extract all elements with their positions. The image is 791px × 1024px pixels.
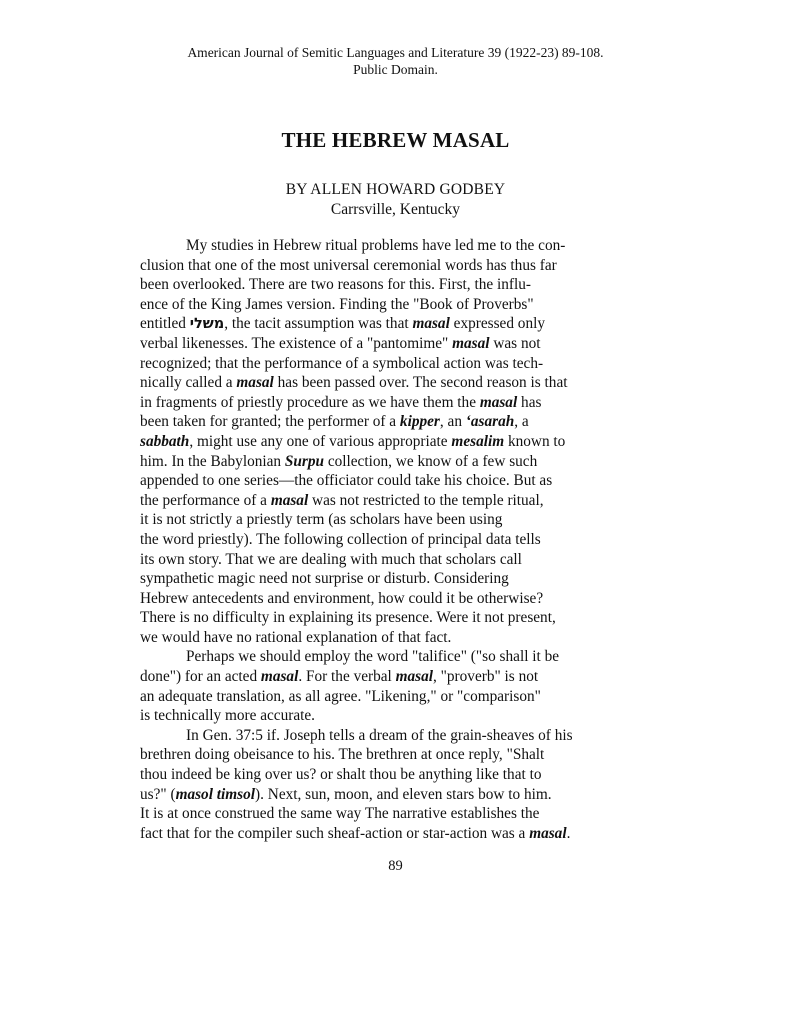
italic-term: masal [260, 668, 299, 686]
italic-term: sabbath [140, 432, 190, 450]
text-run: known to [504, 432, 566, 450]
body-line: sympathetic magic need not surprise or disturb. Considering [140, 570, 509, 588]
text-run: fact that for the compiler such sheaf-action or star-action was a [140, 824, 530, 842]
body-line: it is not strictly a priestly term (as scholars have been using [140, 511, 503, 529]
body-line [140, 373, 660, 393]
text-run: was not [489, 334, 541, 352]
text-run: us?" ( [140, 785, 176, 803]
text-run: , a [514, 413, 529, 431]
article-title: THE HEBREW MASAL [281, 128, 510, 152]
byline [0, 180, 791, 220]
text-run: was not restricted to the temple ritual, [308, 491, 544, 509]
text-run: . For the verbal [298, 668, 396, 686]
text-run: , might use any one of various appropriate [189, 432, 452, 450]
italic-term: masal [529, 824, 567, 842]
body-line: an adequate translation, as all agree. "Likening," or "comparison" [140, 687, 541, 705]
body-line: In Gen. 37:5 if. Joseph tells a dream of the grain-sheaves of his [186, 726, 573, 744]
text-run: entitled [140, 315, 190, 333]
body-line [140, 393, 660, 413]
citation-header [0, 44, 791, 78]
body-line: Perhaps we should employ the word "talifice" ("so shall it be [186, 648, 560, 666]
body-line: There is no difficulty in explaining its presence. Were it not present, [140, 609, 556, 627]
italic-term: masal [412, 315, 450, 333]
body-line: is technically more accurate. [140, 707, 315, 725]
body-line: we would have no rational explanation of that fact. [140, 628, 452, 646]
italic-term: mesalim [451, 432, 505, 450]
italic-term: masal [236, 374, 274, 392]
body-line [140, 412, 660, 432]
body-line [140, 785, 660, 805]
body-line: been overlooked. There are two reasons for this. First, the influ- [140, 276, 531, 294]
body-line: thou indeed be king over us? or shalt thou be anything like that to [140, 766, 542, 784]
text-run: in fragments of priestly procedure as we have them the [140, 393, 480, 411]
citation-line: American Journal of Semitic Languages and Literature 39 (1922-23) 89-108. [187, 45, 604, 60]
hebrew-word: משלי [189, 316, 225, 333]
text-run: collection, we know of a few such [324, 452, 538, 470]
text-run: been taken for granted; the performer of a [140, 413, 400, 431]
italic-term: masal [479, 393, 518, 411]
body-line: brethren doing obeisance to his. The brethren at once reply, "Shalt [140, 746, 545, 764]
body-line [140, 491, 660, 511]
text-run: him. In the Babylonian [140, 452, 285, 470]
text-run: expressed only [449, 315, 546, 333]
italic-term: ‘asarah [465, 413, 515, 431]
text-run: nically called a [140, 374, 237, 392]
body-line [140, 667, 660, 687]
body-line: recognized; that the performance of a symbolical action was tech- [140, 354, 544, 372]
author-name: BY ALLEN HOWARD GODBEY [285, 181, 506, 198]
body-line: ence of the King James version. Finding the "Book of Proverbs" [140, 295, 534, 313]
italic-term: masal [270, 491, 309, 509]
text-run: , an [439, 413, 466, 431]
license-line: Public Domain. [353, 62, 438, 77]
body-line: appended to one series—the officiator could take his choice. But as [140, 472, 553, 490]
text-run: the performance of a [140, 491, 271, 509]
body-line: Hebrew antecedents and environment, how could it be otherwise? [140, 589, 544, 607]
body-line [140, 334, 660, 354]
text-run: done") for an acted [140, 668, 261, 686]
italic-term: kipper [399, 413, 440, 431]
text-run: ). Next, sun, moon, and eleven stars bow to him. [255, 785, 552, 803]
body-line [140, 452, 660, 472]
italic-term: Surpu [284, 452, 324, 470]
italic-term: masal [452, 334, 490, 352]
article-body [140, 236, 660, 843]
text-run: verbal likenesses. The existence of a "pantomime" [140, 334, 453, 352]
body-line [140, 432, 660, 452]
text-run: has been passed over. The second reason is that [273, 374, 568, 392]
body-line: My studies in Hebrew ritual problems have led me to the con- [186, 237, 566, 254]
author-location: Carrsville, Kentucky [330, 201, 461, 218]
body-line: its own story. That we are dealing with much that scholars call [140, 550, 522, 568]
text-run: , "proverb" is not [433, 668, 539, 686]
italic-term: masal [395, 668, 434, 686]
page-number: 89 [388, 858, 403, 874]
text-run: , the tacit assumption was that [224, 315, 413, 333]
body-line: the word priestly). The following collection of principal data tells [140, 530, 541, 548]
text-run: . [566, 824, 571, 842]
body-line: clusion that one of the most universal ceremonial words has thus far [140, 256, 557, 274]
body-line [140, 314, 660, 334]
body-line [140, 824, 660, 844]
text-run: has [517, 393, 542, 411]
body-line: It is at once construed the same way The narrative establishes the [140, 805, 540, 823]
italic-term: masol timsol [175, 785, 256, 803]
